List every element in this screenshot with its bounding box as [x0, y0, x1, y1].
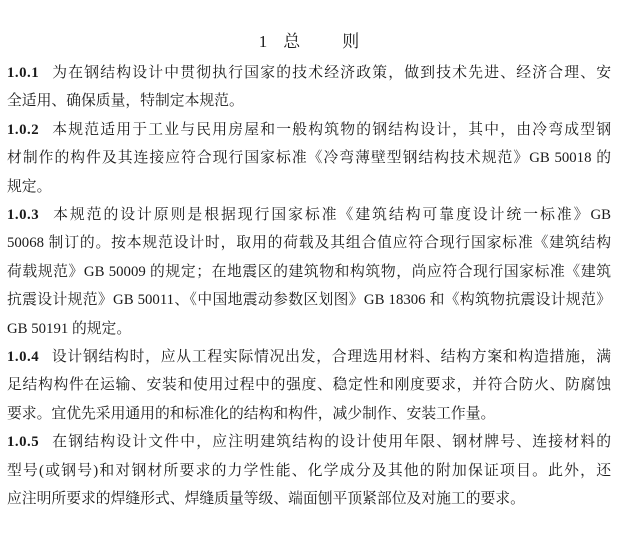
clause-text-line: 材制作的构件及其连接应符合现行国家标准《冷弯薄壁型钢结构技术规范》GB 50018 的: [7, 150, 611, 167]
clause-text-line: 抗震设计规范》GB 50011、《中国地震动参数区划图》GB 18306 和《构筑物抗震设计规范》: [7, 292, 611, 309]
clause-1-0-2: [7, 116, 611, 201]
clause-text: 本规范适用于工业与民用房屋和一般构筑物的钢结构设计，其中，由冷弯成型钢: [51, 121, 611, 138]
clause-1-0-3: [7, 201, 611, 343]
chapter-number: 1: [258, 32, 268, 51]
clause-text-line: 50068 制订的。按本规范设计时，取用的荷载及其组合值应符合现行国家标准《建筑结构: [7, 235, 611, 252]
clause-text-line: 全适用、确保质量，特制定本规范。: [7, 93, 244, 110]
clause-number: 1.0.1: [7, 65, 40, 81]
clause-text-line: 应注明所要求的焊缝形式、焊缝质量等级、端面刨平顶紧部位及对施工的要求。: [7, 491, 525, 508]
clause-text-line: [7, 428, 611, 456]
document-page: [0, 29, 618, 514]
chapter-title-char: 总: [283, 32, 301, 51]
clause-text-line: 足结构构件在运输、安装和使用过程中的强度、稳定性和刚度要求，并符合防火、防腐蚀: [7, 377, 611, 394]
chapter-title: [7, 29, 611, 54]
clause-1-0-1: [7, 59, 611, 116]
clause-number: 1.0.2: [7, 121, 40, 138]
clause-text-line: [7, 201, 611, 229]
clause-text-line: 荷载规范》GB 50009 的规定；在地震区的建筑物和构筑物，尚应符合现行国家标准《建筑: [7, 263, 611, 280]
clause-1-0-5: [7, 428, 611, 513]
clause-text-line: [7, 343, 611, 371]
clause-text: 在钢结构设计文件中，应注明建筑结构的设计使用年限、钢材牌号、连接材料的: [51, 434, 611, 451]
clause-text-line: 规定。: [7, 178, 52, 195]
clause-text: 为在钢结构设计中贯彻执行国家的技术经济政策，做到技术先进、经济合理、安: [51, 65, 611, 81]
clause-text: 本规范的设计原则是根据现行国家标准《建筑结构可靠度设计统一标准》GB: [51, 207, 611, 224]
clause-text-line: GB 50191 的规定。: [7, 320, 132, 337]
clause-1-0-4: [7, 343, 611, 428]
clause-text: 设计钢结构时，应从工程实际情况出发，合理选用材料、结构方案和构造措施，满: [51, 349, 611, 366]
clause-text-line: 型号(或钢号)和对钢材所要求的力学性能、化学成分及其他的附加保证项目。此外，还: [7, 462, 611, 479]
clause-number: 1.0.4: [7, 349, 40, 366]
clause-number: 1.0.3: [7, 207, 40, 224]
clause-text-line: [7, 116, 611, 144]
clause-text-line: 要求。宜优先采用通用的和标准化的结构和构件，减少制作、安装工作量。: [7, 405, 496, 422]
chapter-title-char: 则: [342, 32, 360, 51]
clause-text-line: [7, 59, 611, 87]
clause-number: 1.0.5: [7, 434, 40, 451]
